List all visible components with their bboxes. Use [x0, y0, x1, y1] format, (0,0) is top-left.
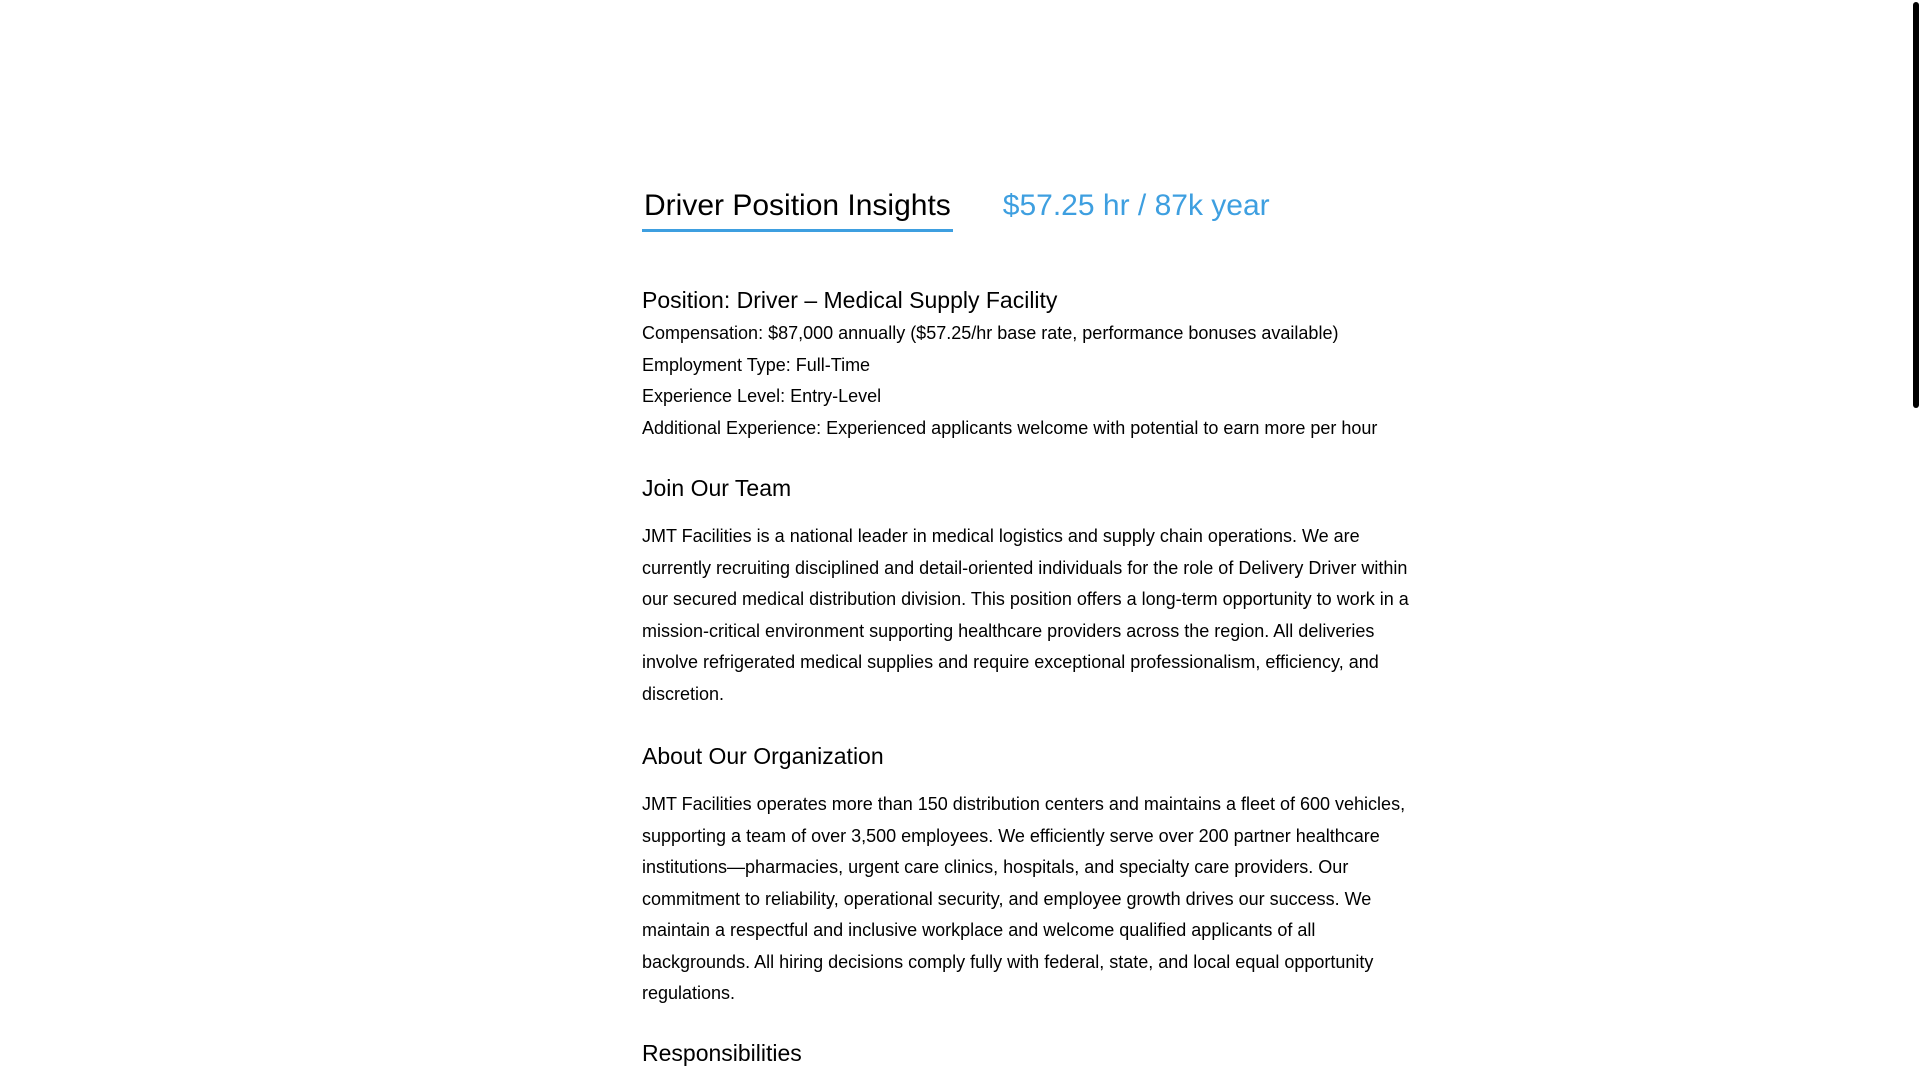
- about-organization-heading: About Our Organization: [642, 743, 884, 769]
- responsibilities-heading: Responsibilities: [642, 1039, 802, 1066]
- compensation-line: Compensation: $87,000 annually ($57.25/hr base rate, performance bonuses available): [642, 323, 1339, 343]
- tab-salary[interactable]: $57.25 hr / 87k year: [1002, 189, 1270, 222]
- vertical-scrollbar[interactable]: [1910, 0, 1920, 1080]
- tab-bar: [642, 180, 1412, 232]
- experience-level-line: Experience Level: Entry-Level: [642, 386, 882, 406]
- job-content: [642, 180, 1412, 1067]
- tab-driver-position-insights[interactable]: Driver Position Insights: [642, 180, 953, 232]
- employment-type-line: Employment Type: Full-Time: [642, 354, 871, 375]
- position-title: Position: Driver – Medical Supply Facility: [642, 287, 1058, 313]
- about-organization-text: JMT Facilities operates more than 150 distribution centers and maintains a fleet of 600 vehicles, supporting a team of over 3,500 employees. We efficiently serve over 200 partner healthcare institutions—pharmacies, urgent care clinics, hospitals, and specialty care providers. Our commitment to reliability, operational security, and employee growth drives our success. We maintain a respectful and inclusive workplace and welcome qualified applicants of all backgrounds. All hiring decisions comply fully with federal, state, and local equal opportunity regulations.: [642, 794, 1406, 1003]
- join-our-team-text: JMT Facilities is a national leader in medical logistics and supply chain operations. We are currently recruiting disciplined and detail-oriented individuals for the role of Delivery Driver within our secured medical distribution division. This position offers a long-term opportunity to work in a mission-critical environment supporting healthcare providers across the region. All deliveries involve refrigerated medical supplies and require exceptional professionalism, efficiency, and discretion.: [642, 526, 1409, 704]
- scrollbar-thumb[interactable]: [1913, 2, 1919, 408]
- position-summary: [642, 286, 1412, 444]
- additional-experience-line: Additional Experience: Experienced applicants welcome with potential to earn more per hour: [642, 417, 1378, 438]
- join-our-team-heading: Join Our Team: [642, 475, 792, 501]
